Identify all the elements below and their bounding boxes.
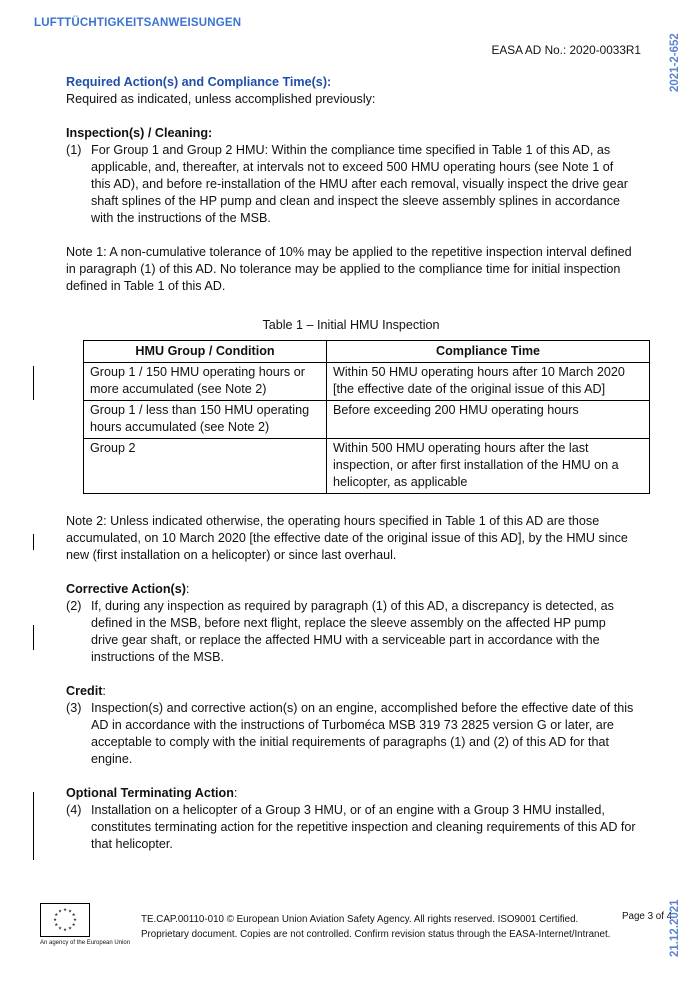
change-bar-note2	[33, 534, 34, 550]
corrective-title-line	[66, 581, 636, 598]
column-header: Compliance Time	[327, 341, 650, 363]
table-row	[84, 401, 650, 439]
initial-inspection-table	[83, 340, 650, 494]
change-bar-terminating	[33, 792, 34, 860]
svg-text:★: ★	[54, 912, 59, 917]
paragraph-text: Installation on a helicopter of a Group 3 HMU, or of an engine with a Group 3 HMU installed, constitutes terminating action for the repetitive inspection and cleaning requirements of this AD for that helicopter.	[91, 803, 636, 851]
side-reference-code: 2021-2-652	[669, 33, 681, 93]
required-actions-title: Required Action(s) and Compliance Time(s):	[66, 75, 332, 89]
corrective-title: Corrective Action(s)	[66, 582, 186, 596]
title-colon: :	[102, 684, 106, 698]
svg-text:★: ★	[67, 908, 73, 914]
paragraph-4	[66, 802, 636, 853]
footer-line-2: Proprietary document. Copies are not controlled. Confirm revision status through the EASA-Internet/Intranet.	[141, 929, 611, 940]
svg-text:★: ★	[62, 927, 68, 932]
inspection-title: Inspection(s) / Cleaning:	[66, 126, 213, 140]
title-colon: :	[185, 582, 190, 596]
svg-text:★: ★	[67, 925, 73, 931]
paragraph-number: (3)	[66, 701, 82, 715]
change-bar-table-row1	[33, 366, 34, 400]
document-body	[66, 74, 636, 853]
side-date: 21.12.2021	[669, 899, 681, 957]
table-cell: Within 500 HMU operating hours after the last inspection, or after first installation of the HMU on a helicopter, as applicable	[327, 439, 650, 494]
change-bar-corrective	[33, 625, 34, 650]
table-cell: Group 1 / 150 HMU operating hours or more accumulated (see Note 2)	[84, 363, 327, 401]
page-number: Page 3 of 4	[622, 911, 673, 922]
paragraph-3	[66, 700, 636, 768]
paragraph-2	[66, 598, 636, 666]
paragraph-text: For Group 1 and Group 2 HMU: Within the compliance time specified in Table 1 of this AD, as applicable, and, thereafter, at intervals not to exceed 500 HMU operating hours (see Note 1 of this AD), and before re-installation of the HMU after each removal, visually inspect the drive gear shaft splines of the HP pump and clean and inspect the sleeve assembly splines in accordance with the instructions of the MSB.	[91, 143, 628, 225]
paragraph-number: (2)	[66, 599, 82, 613]
svg-text:★: ★	[71, 912, 76, 917]
svg-text:★: ★	[54, 922, 59, 927]
credit-title-line	[66, 683, 636, 700]
paragraph-text: Inspection(s) and corrective action(s) on an engine, accomplished before the effective date of this AD in accordance with the instructions of Turboméca MSB 319 73 2825 version G or later, are acceptable to comply with the initial requirements of paragraphs (1) and (2) of this AD for that engine.	[91, 701, 634, 766]
paragraph-text: If, during any inspection as required by paragraph (1) of this AD, a discrepancy is detected, as defined in the MSB, before next flight, replace the sleeve assembly on the affected HP pump drive gear shaft, or replace the affected HMU with a serviceable part in accordance with the instructions of the MSB.	[91, 599, 614, 664]
footer-line-1: TE.CAP.00110-010 © European Union Aviation Safety Agency. All rights reserved. ISO9001 Certified.	[141, 914, 579, 925]
table-row	[84, 439, 650, 494]
document-banner: LUFTTÜCHTIGKEITSANWEISUNGEN	[34, 17, 242, 29]
terminating-title-line	[66, 785, 636, 802]
column-header: HMU Group / Condition	[84, 341, 327, 363]
eu-flag-logo	[40, 903, 90, 937]
credit-title: Credit	[66, 684, 103, 698]
table-cell: Group 1 / less than 150 HMU operating hours accumulated (see Note 2)	[84, 401, 327, 439]
table-caption: Table 1 – Initial HMU Inspection	[262, 318, 440, 332]
terminating-title: Optional Terminating Action	[66, 786, 234, 800]
svg-text:★: ★	[72, 917, 78, 922]
table-cell: Group 2	[84, 439, 327, 494]
paragraph-number: (4)	[66, 803, 82, 817]
paragraph-1	[66, 142, 636, 227]
note-1: Note 1: A non-cumulative tolerance of 10% may be applied to the repetitive inspection interval defined in paragraph (1) of this AD. No tolerance may be applied to the compliance time for initial inspection defined in Table 1 of this AD.	[66, 245, 632, 293]
logo-caption: An agency of the European Union	[40, 940, 131, 946]
table-cell: Within 50 HMU operating hours after 10 March 2020 [the effective date of the original issue of this AD]	[327, 363, 650, 401]
required-actions-text: Required as indicated, unless accomplished previously:	[66, 92, 376, 106]
svg-text:★: ★	[62, 907, 68, 912]
svg-text:★: ★	[71, 922, 76, 927]
eu-stars-icon	[41, 904, 89, 936]
table-row	[84, 363, 650, 401]
title-colon: :	[233, 786, 238, 800]
table-header-row	[84, 341, 650, 363]
paragraph-number: (1)	[66, 143, 82, 157]
note-2: Note 2: Unless indicated otherwise, the operating hours specified in Table 1 of this AD are those accumulated, on 10 March 2020 [the effective date of the original issue of this AD], by the HMU since new (first installation on a helicopter) or since last overhaul.	[66, 514, 628, 562]
svg-text:★: ★	[52, 917, 58, 922]
ad-number: EASA AD No.: 2020-0033R1	[491, 43, 641, 57]
footer-text	[141, 912, 610, 942]
svg-text:★: ★	[57, 925, 63, 931]
stars-ring	[53, 907, 77, 932]
table-cell: Before exceeding 200 HMU operating hours	[327, 401, 650, 439]
svg-text:★: ★	[57, 908, 63, 914]
